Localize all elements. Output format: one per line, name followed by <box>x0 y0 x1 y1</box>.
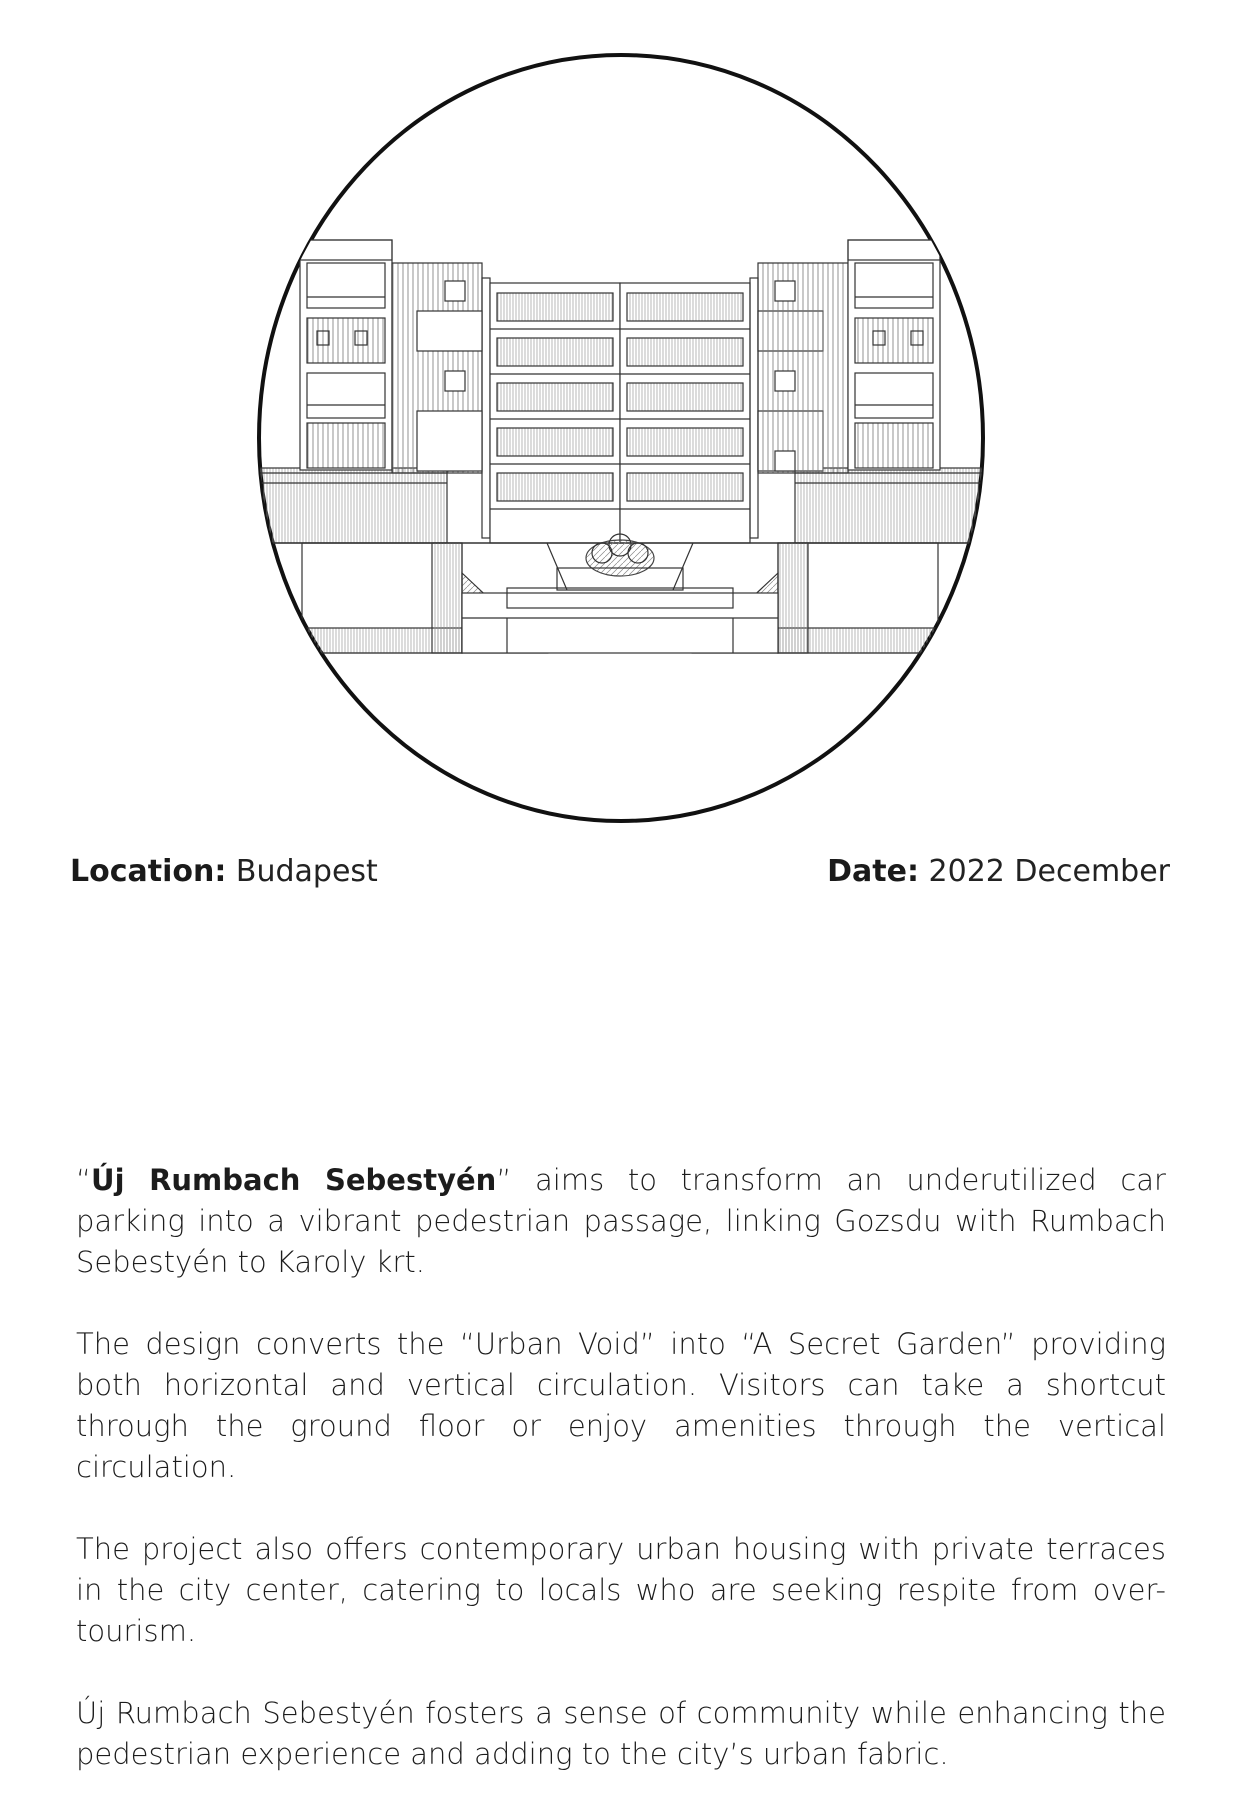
paragraph-design: The design converts the “Urban Void” into “A Secret Garden” providing both horizontal and vertical circulation. Visitors can take a shortcut through the ground floor or enjoy amenities through the vertical circulation. <box>76 1327 1166 1484</box>
paragraph-intro-text: ” aims to transform an underutilized car parking into a vibrant pedestrian passage, linking Gozsdu with Rumbach Sebestyén to Karoly krt. <box>76 1163 1166 1279</box>
open-quote: “ <box>76 1163 92 1197</box>
location-value: Budapest <box>235 854 378 889</box>
date-line <box>827 852 1170 892</box>
location-line <box>70 852 378 892</box>
paragraph-intro <box>76 1160 1166 1283</box>
paragraph-housing: The project also offers contemporary urban housing with private terraces in the city center, catering to locals who are seeking respite from over-tourism. <box>76 1532 1166 1648</box>
location-label: Location: <box>70 854 227 889</box>
project-description <box>76 1160 1166 1816</box>
elevation-illustration <box>257 53 985 823</box>
date-label: Date: <box>827 854 919 889</box>
date-value: 2022 December <box>928 854 1170 889</box>
project-name: Új Rumbach Sebestyén <box>91 1163 497 1197</box>
paragraph-community: Új Rumbach Sebestyén fosters a sense of community while enhancing the pedestrian experience and adding to the city’s urban fabric. <box>76 1696 1166 1771</box>
